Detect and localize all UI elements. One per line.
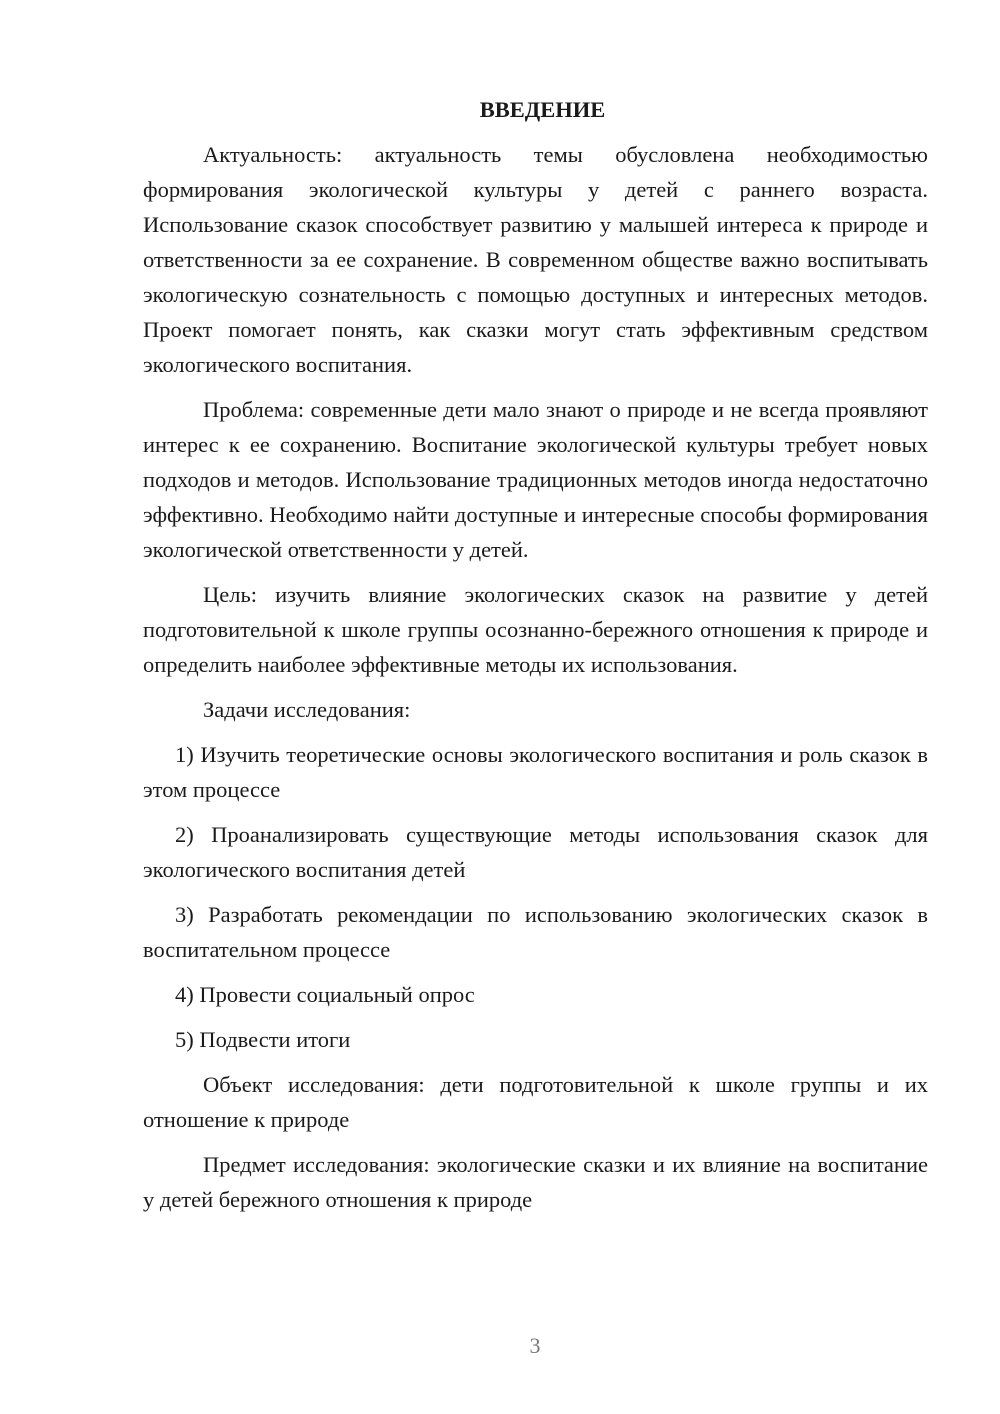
goal-paragraph: Цель: изучить влияние экологических сказок на развитие у детей подготовительной к школе группы осознанно-бережного отношения к природе и определить наиболее эффективные методы их использования.	[143, 582, 928, 677]
problem-paragraph: Проблема: современные дети мало знают о природе и не всегда проявляют интерес к ее сохранению. Воспитание экологической культуры требует новых подходов и методов. Использование традиционных методов иногда недостаточно эффективно. Необходимо найти доступные и интересные способы формирования экологической ответственности у детей.	[143, 397, 928, 562]
page-number: 3	[529, 1333, 541, 1358]
task-item-4: 4) Провести социальный опрос	[175, 982, 475, 1007]
relevance-paragraph: Актуальность: актуальность темы обусловлена необходимостью формирования экологической культуры у детей с раннего возраста. Использование сказок способствует развитию у малышей интереса к природе и ответственности за ее сохранение. В современном обществе важно воспитывать экологическую сознательность с помощью доступных и интересных методов. Проект помогает понять, как сказки могут стать эффективным средством экологического воспитания.	[143, 142, 928, 377]
section-title: ВВЕДЕНИЕ	[479, 97, 606, 122]
task-item-2: 2) Проанализировать существующие методы использования сказок для экологического воспитания детей	[143, 822, 928, 882]
research-subject-paragraph: Предмет исследования: экологические сказки и их влияние на воспитание у детей бережного отношения к природе	[143, 1152, 928, 1212]
task-item-3: 3) Разработать рекомендации по использованию экологических сказок в воспитательном процессе	[143, 902, 928, 962]
task-item-1: 1) Изучить теоретические основы экологического воспитания и роль сказок в этом процессе	[143, 742, 928, 802]
task-item-5: 5) Подвести итоги	[175, 1027, 351, 1052]
tasks-heading: Задачи исследования:	[203, 697, 411, 722]
document-page	[143, 92, 928, 1227]
research-object-paragraph: Объект исследования: дети подготовительной к школе группы и их отношение к природе	[143, 1072, 928, 1132]
